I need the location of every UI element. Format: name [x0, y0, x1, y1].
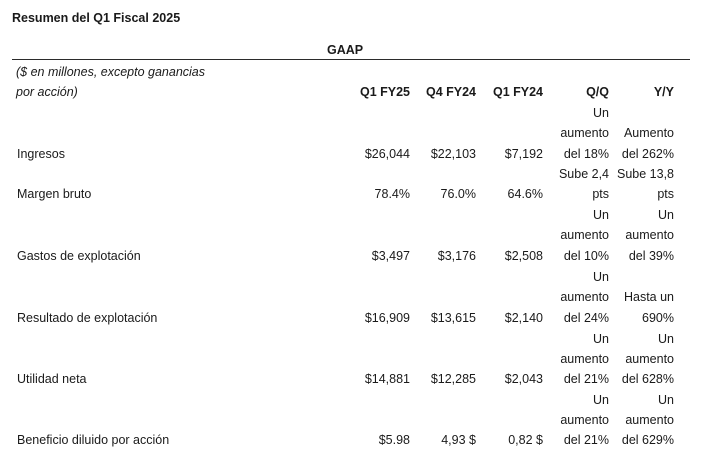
units-note-line2: por acción) — [16, 85, 78, 99]
row-label-utilidad-neta: Utilidad neta — [17, 372, 87, 386]
cell-ingresos-yy-2: del 262% — [621, 147, 674, 161]
column-header-q4-fy24: Q4 FY24 — [425, 85, 476, 99]
gaap-header: GAAP — [327, 43, 364, 57]
cell-gastos-yy-3: del 39% — [628, 249, 674, 263]
row-label-resultado-explotacion: Resultado de explotación — [17, 311, 158, 325]
units-note-line1: ($ en millones, excepto ganancias — [16, 65, 206, 79]
row-label-beneficio-diluido: Beneficio diluido por acción — [17, 433, 170, 447]
cell-gastos-q1fy25: $3,497 — [371, 249, 410, 263]
cell-utilidad-qq-2: aumento — [560, 352, 609, 366]
column-header-q1-fy25: Q1 FY25 — [359, 85, 410, 99]
cell-resultado-qq-2: aumento — [560, 290, 609, 304]
cell-gastos-yy-1: Un — [658, 208, 674, 222]
cell-ingresos-qq-3: del 18% — [563, 147, 609, 161]
cell-utilidad-qq-1: Un — [593, 332, 609, 346]
row-label-ingresos: Ingresos — [17, 147, 65, 161]
row-label-margen-bruto: Margen bruto — [17, 187, 92, 201]
cell-resultado-q1fy24: $2,140 — [504, 311, 543, 325]
page-title: Resumen del Q1 Fiscal 2025 — [12, 11, 181, 25]
cell-margen-yy-2: pts — [657, 187, 674, 201]
cell-utilidad-q1fy24: $2,043 — [504, 372, 543, 386]
cell-beneficio-q1fy25: $5.98 — [378, 433, 410, 447]
column-header-q1-fy24: Q1 FY24 — [492, 85, 543, 99]
cell-beneficio-qq-3: del 21% — [563, 433, 609, 447]
cell-beneficio-q4fy24: 4,93 $ — [441, 433, 476, 447]
cell-utilidad-q1fy25: $14,881 — [364, 372, 410, 386]
column-header-yy: Y/Y — [653, 85, 674, 99]
cell-margen-qq-1: Sube 2,4 — [558, 167, 609, 181]
cell-utilidad-q4fy24: $12,285 — [430, 372, 476, 386]
cell-resultado-yy-1: Hasta un — [623, 290, 674, 304]
cell-gastos-q1fy24: $2,508 — [504, 249, 543, 263]
cell-ingresos-q1fy24: $7,192 — [504, 147, 543, 161]
cell-utilidad-yy-1: Un — [658, 332, 674, 346]
cell-margen-q1fy24: 64.6% — [507, 187, 543, 201]
cell-resultado-qq-3: del 24% — [563, 311, 609, 325]
cell-utilidad-yy-3: del 628% — [621, 372, 674, 386]
cell-gastos-qq-2: aumento — [560, 228, 609, 242]
cell-margen-q4fy24: 76.0% — [440, 187, 476, 201]
cell-beneficio-qq-1: Un — [593, 393, 609, 407]
cell-gastos-qq-1: Un — [593, 208, 609, 222]
cell-gastos-yy-2: aumento — [625, 228, 674, 242]
cell-beneficio-q1fy24: 0,82 $ — [508, 433, 543, 447]
row-label-gastos-explotacion: Gastos de explotación — [17, 249, 141, 263]
cell-ingresos-q4fy24: $22,103 — [430, 147, 476, 161]
cell-beneficio-yy-3: del 629% — [621, 433, 674, 447]
cell-ingresos-q1fy25: $26,044 — [364, 147, 410, 161]
cell-beneficio-yy-1: Un — [658, 393, 674, 407]
cell-resultado-q4fy24: $13,615 — [430, 311, 476, 325]
header-divider — [12, 59, 690, 60]
cell-ingresos-qq-2: aumento — [560, 126, 609, 140]
cell-resultado-qq-1: Un — [593, 270, 609, 284]
cell-ingresos-qq-1: Un — [593, 106, 609, 120]
cell-gastos-qq-3: del 10% — [563, 249, 609, 263]
cell-gastos-q4fy24: $3,176 — [437, 249, 476, 263]
cell-beneficio-qq-2: aumento — [560, 413, 609, 427]
cell-resultado-yy-2: 690% — [642, 311, 674, 325]
cell-resultado-q1fy25: $16,909 — [364, 311, 410, 325]
cell-margen-yy-1: Sube 13,8 — [617, 167, 674, 181]
cell-ingresos-yy-1: Aumento — [623, 126, 674, 140]
cell-margen-qq-2: pts — [592, 187, 609, 201]
cell-margen-q1fy25: 78.4% — [374, 187, 410, 201]
cell-beneficio-yy-2: aumento — [625, 413, 674, 427]
cell-utilidad-qq-3: del 21% — [563, 372, 609, 386]
column-header-qq: Q/Q — [586, 85, 609, 99]
cell-utilidad-yy-2: aumento — [625, 352, 674, 366]
